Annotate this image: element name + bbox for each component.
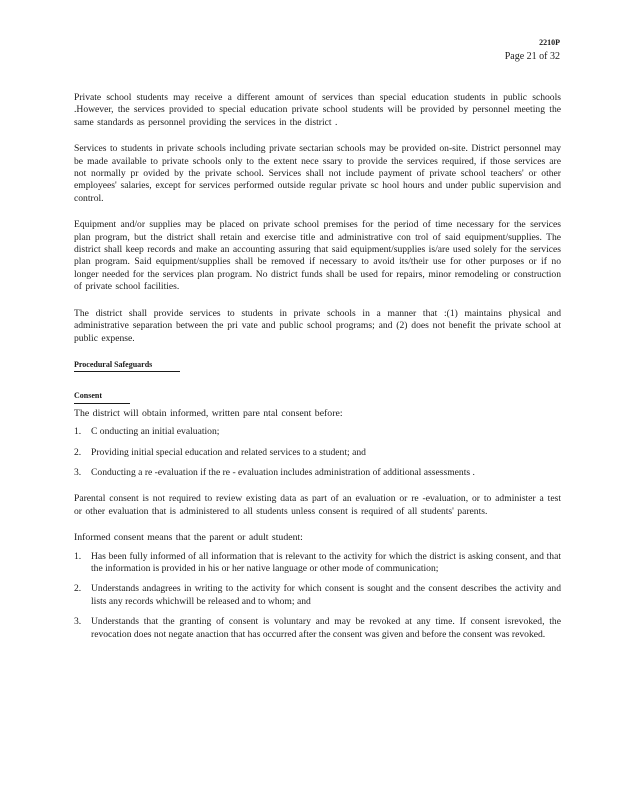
section-consent — [74, 390, 561, 403]
list-item-number: 2. — [74, 446, 82, 458]
consent-intro: The district will obtain informed, written pare ntal consent before: — [74, 407, 343, 419]
list-item — [74, 616, 561, 641]
list-item-number: 1. — [74, 426, 82, 438]
paragraph-parental-consent: Parental consent is not required to review existing data as part of an evaluation or re -evaluation, or to administer a test or other evaluation that is administered to all students unless consent is required of all students' parents. — [74, 493, 561, 517]
list-item-number: 2. — [74, 583, 82, 595]
list-item — [74, 426, 561, 438]
list-item-text: Providing initial special education and related services to a student; and — [91, 446, 366, 458]
page-header — [505, 36, 560, 64]
paragraph-onsite-services: Services to students in private schools including private sectarian schools may be provided on-site. District personnel may be made available to private schools only to the extent nece ssary to provide the services required, if those services are not normally pr ovided by the private school. Services shall not include payment of private school teachers' or other employees' salaries, except for services performed outside regular private sc hool hours and under public supervision and control. — [74, 143, 561, 204]
list-item — [74, 583, 561, 608]
list-item-text: Conducting a re -evaluation if the re - evaluation includes administration of additional assessments . — [91, 466, 475, 478]
list-item-number: 3. — [74, 466, 82, 478]
consent-required-list — [74, 426, 561, 479]
document-code: 2210P — [539, 38, 560, 47]
list-item-number: 3. — [74, 616, 82, 628]
list-item-text: C onducting an initial evaluation; — [91, 426, 220, 438]
page-number: Page 21 of 32 — [504, 51, 560, 62]
paragraph-separation: The district shall provide services to students in private schools in a manner that :(1) maintains physical and administrative separation between the pri vate and public school programs; and (2) does not benefit the private school at public expense. — [74, 307, 561, 344]
list-item-text: Understands that the granting of consent is voluntary and may be revoked at any time. If consent isrevoked, the revocation does not negate anaction that has occurred after the consent was given and before the consent was revoked. — [91, 616, 561, 640]
paragraph-equipment-supplies: Equipment and/or supplies may be placed on private school premises for the period of time necessary for the services plan program, but the district shall retain and exercise title and administrative con trol of said equipment/supplies. The district shall keep records and make an accounting assuring that said equipment/supplies is/are used solely for the services plan program. Said equipment/supplies shall be removed if necessary to avoid its/their use for other purposes or if no longer needed for the services plan program. No district funds shall be used for repairs, minor remodeling or construction of private school facilities. — [74, 219, 561, 293]
consent-heading: Consent — [74, 390, 130, 403]
list-item — [74, 467, 561, 479]
informed-consent-intro: Informed consent means that the parent or adult student: — [74, 532, 303, 544]
paragraph-private-school-services: Private school students may receive a different amount of services than special education students in public schools .However, the services provided to special education private school students will be provided by personnel meeting the same standards as personnel providing the services in the district . — [74, 92, 561, 128]
informed-consent-list — [74, 551, 561, 641]
section-procedural-safeguards — [74, 359, 561, 372]
list-item-text: Has been fully informed of all information that is relevant to the activity for which the district is asking consent, and that the information is provided in his or her native language or other mode of communication; — [91, 550, 561, 574]
procedural-safeguards-heading: Procedural Safeguards — [74, 359, 180, 372]
list-item — [74, 551, 561, 576]
document-body — [74, 92, 561, 655]
list-item — [74, 447, 561, 459]
list-item-text: Understands andagrees in writing to the activity for which consent is sought and the consent describes the activity and lists any records whichwill be released and to whom; and — [91, 583, 561, 607]
list-item-number: 1. — [74, 550, 82, 562]
